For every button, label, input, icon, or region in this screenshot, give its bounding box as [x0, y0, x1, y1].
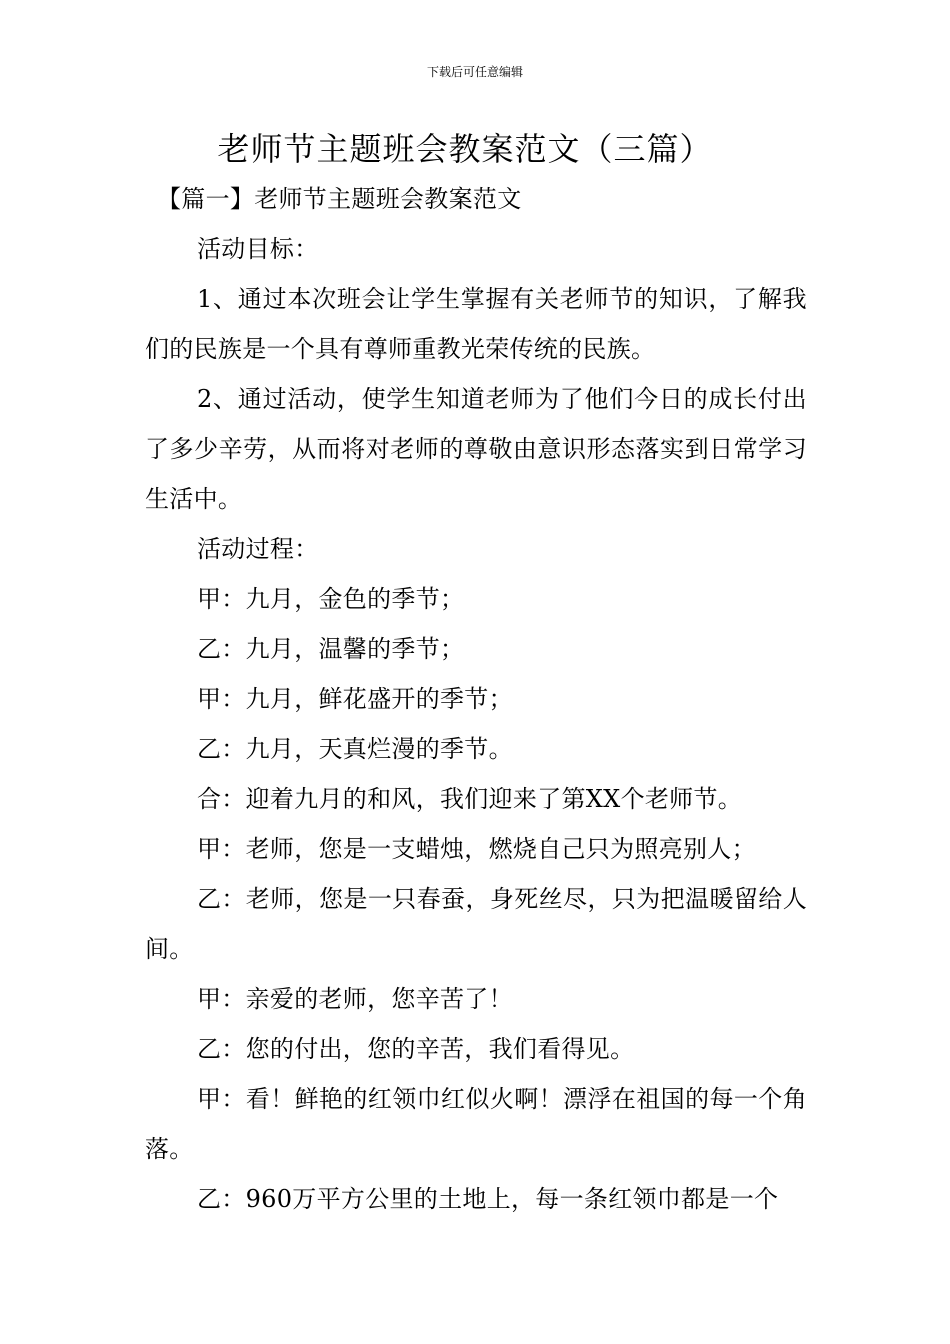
paragraph: 甲：九月，金色的季节；	[197, 585, 465, 613]
paragraph: 甲：亲爱的老师，您辛苦了！	[197, 985, 513, 1013]
header-note: 下载后可任意编辑	[426, 65, 523, 79]
paragraph: 甲：九月，鲜花盛开的季节；	[197, 685, 513, 713]
paragraph: 乙：九月，温馨的季节；	[197, 635, 465, 663]
paragraph: 甲：老师，您是一支蜡烛，燃烧自己只为照亮别人；	[197, 835, 756, 863]
paragraph: 活动目标：	[197, 235, 319, 263]
paragraph: 甲：看！鲜艳的红领巾红似火啊！漂浮在祖国的每一个角落。	[145, 1085, 807, 1163]
paragraph: 2、通过活动，使学生知道老师为了他们今日的成长付出了多少辛劳，从而将对老师的尊敬由意识形态落实到日常学习生活中。	[145, 385, 807, 513]
paragraph: 合：迎着九月的和风，我们迎来了第XX个老师节。	[197, 785, 743, 813]
paragraph: 乙：九月，天真烂漫的季节。	[197, 735, 513, 763]
paragraph: 活动过程：	[197, 535, 319, 563]
document-title: 老师节主题班会教案范文（三篇）	[217, 130, 713, 168]
paragraph: 乙：老师，您是一只春蚕，身死丝尽，只为把温暖留给人间。	[145, 885, 807, 963]
paragraph: 1、通过本次班会让学生掌握有关老师节的知识，了解我们的民族是一个具有尊师重教光荣传统的民族。	[145, 285, 807, 363]
section-title: 【篇一】老师节主题班会教案范文	[157, 185, 522, 213]
document-body	[145, 174, 807, 1224]
paragraph: 乙：您的付出，您的辛苦，我们看得见。	[197, 1035, 635, 1063]
paragraph: 乙：960万平方公里的土地上，每一条红领巾都是一个	[197, 1185, 779, 1213]
